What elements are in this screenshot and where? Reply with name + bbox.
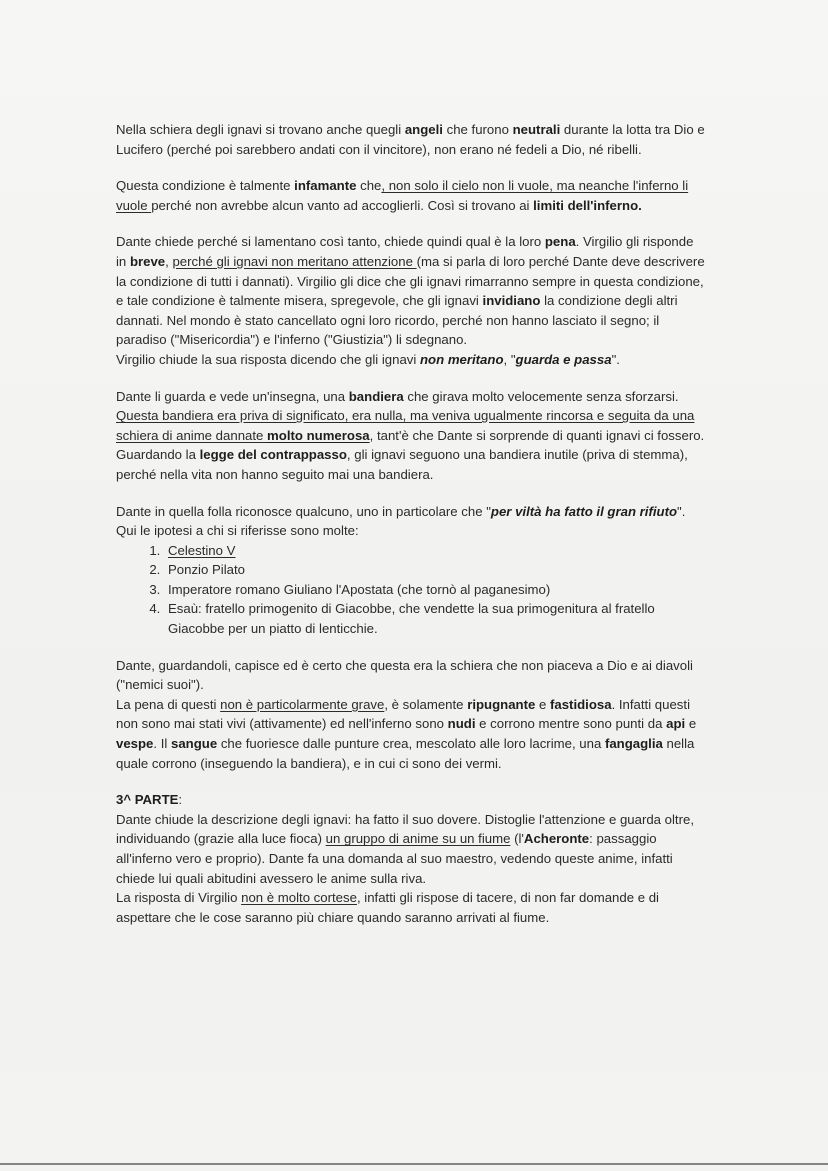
list-item: 4. Esaù: fratello primogenito di Giacobbe, che vendette la sua primogenitura al fratello Giacobbe per un piatto di lenticchie.: [164, 599, 706, 638]
list-item: 2. Ponzio Pilato: [164, 560, 706, 580]
list-item: 1. Celestino V: [164, 541, 706, 561]
paragraph-terza-parte: 3^ PARTE: Dante chiude la descrizione degli ignavi: ha fatto il suo dovere. Distoglie l'attenzione e guarda oltre, individuando (grazie alla luce fioca) un gruppo di anime su un fiume (l'Acheronte: passaggio all'inferno vero e proprio). Dante fa una domanda al suo maestro, vedendo queste anime, infatti chiede lui quali abitudini avessero le anime sulla riva. La risposta di Virgilio non è molto cortese, infatti gli rispose di tacere, di non far domande e di aspettare che le cose saranno più chiare quando saranno arrivati al fiume.: [116, 792, 694, 925]
paragraph-pena: Dante chiede perché si lamentano così tanto, chiede quindi qual è la loro pena. Virgilio gli risponde in breve, perché gli ignavi non meritano attenzione (ma si parla di loro perché Dante deve descrivere la condizione di tutti i dannati). Virgilio gli dice che gli ignavi rimarranno sempre in questa condizione, e tale condizione è talmente misera, spregevole, che gli ignavi invidiano la condizione degli altri dannati. Nel mondo è stato cancellato ogni loro ricordo, perché non hanno lasciato il segno; il paradiso ("Misericordia") e l'inferno ("Giustizia") li sdegnano. Virgilio chiude la sua risposta dicendo che gli ignavi non meritano, "guarda e passa".: [116, 234, 705, 367]
list-item: 3. Imperatore romano Giuliano l'Apostata (che tornò al paganesimo): [164, 580, 706, 600]
paragraph-angeli: Nella schiera degli ignavi si trovano anche quegli angeli che furono neutrali durante la lotta tra Dio e Lucifero (perché poi sarebbero andati con il vincitore), non erano né fedeli a Dio, né ribelli.: [116, 122, 705, 157]
document-body: [116, 120, 706, 944]
paragraph-bandiera: Dante li guarda e vede un'insegna, una bandiera che girava molto velocemente senza sforzarsi. Questa bandiera era priva di significato, era nulla, ma veniva ugualmente rincorsa e seguita da una schiera di anime dannate molto numerosa, tant'è che Dante si sorprende di quanti ignavi ci fossero. Guardando la legge del contrappasso, gli ignavi seguono una bandiera inutile (priva di stemma), perché nella vita non hanno seguito mai una bandiera.: [116, 388, 705, 482]
paragraph-infamante: Questa condizione è talmente infamante che, non solo il cielo non li vuole, ma neanche l'inferno li vuole perché non avrebbe alcun vanto ad accoglierli. Così si trovano ai limiti dell'inferno.: [116, 178, 689, 213]
paragraph-pena-ignavi: Dante, guardandoli, capisce ed è certo che questa era la schiera che non piaceva a Dio e ai diavoli ("nemici suoi"). La pena di questi non è particolarmente grave, è solamente ripugnante e fastidiosa. Infatti questi non sono mai stati vivi (attivamente) ed nell'inferno sono nudi e corrono mentre sono punti da api e vespe. Il sangue che fuoriesce dalle punture crea, mescolato alle loro lacrime, una fangaglia nella quale corrono (inseguendo la bandiera), e in cui ci sono dei vermi.: [116, 657, 697, 771]
paragraph-gran-rifiuto: Dante in quella folla riconosce qualcuno, uno in particolare che "per viltà ha fatto il gran rifiuto". Qui le ipotesi a chi si riferisse sono molte:: [116, 503, 686, 539]
hypotheses-list: [116, 541, 706, 639]
section-heading: 3^ PARTE: [116, 792, 179, 808]
page-edge-line: [0, 1163, 828, 1165]
